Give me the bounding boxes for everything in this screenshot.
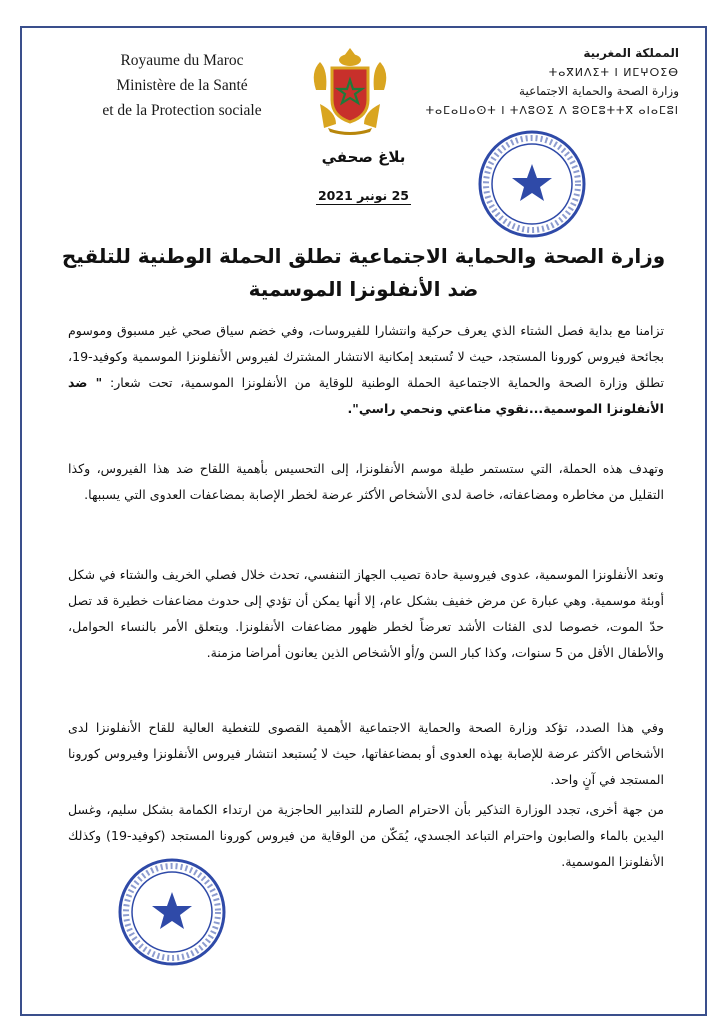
letterhead-line: وزارة الصحة والحماية الاجتماعية [519,84,679,98]
document-date [0,188,727,203]
paragraph-3: وتعد الأنفلونزا الموسمية، عدوى فيروسية حادة تصيب الجهاز التنفسي، تحدث خلال فصلي الخريف والشتاء في شكل أوبئة موسمية. وهي عبارة عن مرض خفيف بشكل عام، إلا أنها يمكن أن تؤدي إلى حدوث مضاعفات خطيرة قد تصل حدّ الموت، خصوصا لدى الفئات الأشد تعرضاً لخطر ظهور مضاعفات الأنفلونزا. ويتعلق الأمر بالنساء الحوامل، والأطفال الأقل من 5 سنوات، وكذا كبار السن و/أو الأشخاص الذين يعانون أمراضا مزمنة. [68,567,664,660]
official-seal-icon [476,128,588,240]
paragraph-4: وفي هذا الصدد، تؤكد وزارة الصحة والحماية الاجتماعية الأهمية القصوى للتغطية العالية للقاح الأنفلونزا لدى الأشخاص الأكثر عرضة للإصابة بهذه العدوى أو بمضاعفاتها، حيث لا يُستبعد انتشار فيروس الأنفلونزا وفيروس كورونا المستجد في آنٍ واحد. [68,720,664,787]
letterhead-line: ⵜⴰⵎⴰⵡⴰⵙⵜ ⵏ ⵜⴷⵓⵙⵉ ⴷ ⵓⵙⵎⵓⵜⵜⴳ ⴰⵏⴰⵎⵓⵏ [425,104,679,117]
letterhead-line: المملكة المغربية [583,46,679,60]
document-type: بلاغ صحفي [321,148,406,166]
campaign-slogan: " ضد الأنفلونزا الموسمية...نقوي مناعتي ونحمي راسي". [68,375,664,416]
document-title [60,240,667,306]
letterhead-line: Royaume du Maroc [120,52,244,69]
date-text: 25 نونبر 2021 [317,188,409,203]
arabic-letterhead [425,44,679,120]
letterhead-line: Ministère de la Santé [116,77,248,94]
official-seal-icon [116,856,228,968]
paragraph-5: من جهة أخرى، تجدد الوزارة التذكير بأن الاحترام الصارم للتدابير الحاجزية من ارتداء الكمامة بشكل سليم، وغسل اليدين بالماء والصابون واحترام التباعد الجسدي، يُمَكّن من الوقاية من فيروس كورونا المستجد (كوفيد-19) وكذلك الأنفلونزا الموسمية. [68,802,664,869]
paragraph-text: تزامنا مع بداية فصل الشتاء الذي يعرف حركية وانتشارا للفيروسات، وفي خضم سياق صحي غير مسبوق وموسوم بجائحة فيروس كورونا المستجد، حيث لا تُستبعد إمكانية الانتشار المشترك لفيروس الأنفلونزا الموسمية وكوفيد-19، تطلق وزارة الصحة والحماية الاجتماعية الحملة الوطنية للوقاية من الأنفلونزا الموسمية، تحت شعار: [68,323,665,390]
paragraph-2: وتهدف هذه الحملة، التي ستستمر طيلة موسم الأنفلونزا، إلى التحسيس بأهمية اللقاح ضد هذا الفيروس، وكذا التقليل من مخاطره ومضاعفاته، خاصة لدى الأشخاص الأكثر عرضة لخطر الإصابة بمضاعفات العدوى التي يسببها. [68,461,664,502]
letterhead-line: et de la Protection sociale [102,102,262,119]
coat-of-arms-icon [306,46,394,136]
paragraph-1 [68,318,664,422]
title-line: وزارة الصحة والحماية الاجتماعية تطلق الحملة الوطنية للتلقيح [61,244,666,268]
letterhead-line: ⵜⴰⴳⵍⴷⵉⵜ ⵏ ⵍⵎⵖⵔⵉⴱ [548,66,679,79]
title-line: ضد الأنفلونزا الموسمية [248,277,479,301]
french-letterhead [72,48,292,123]
